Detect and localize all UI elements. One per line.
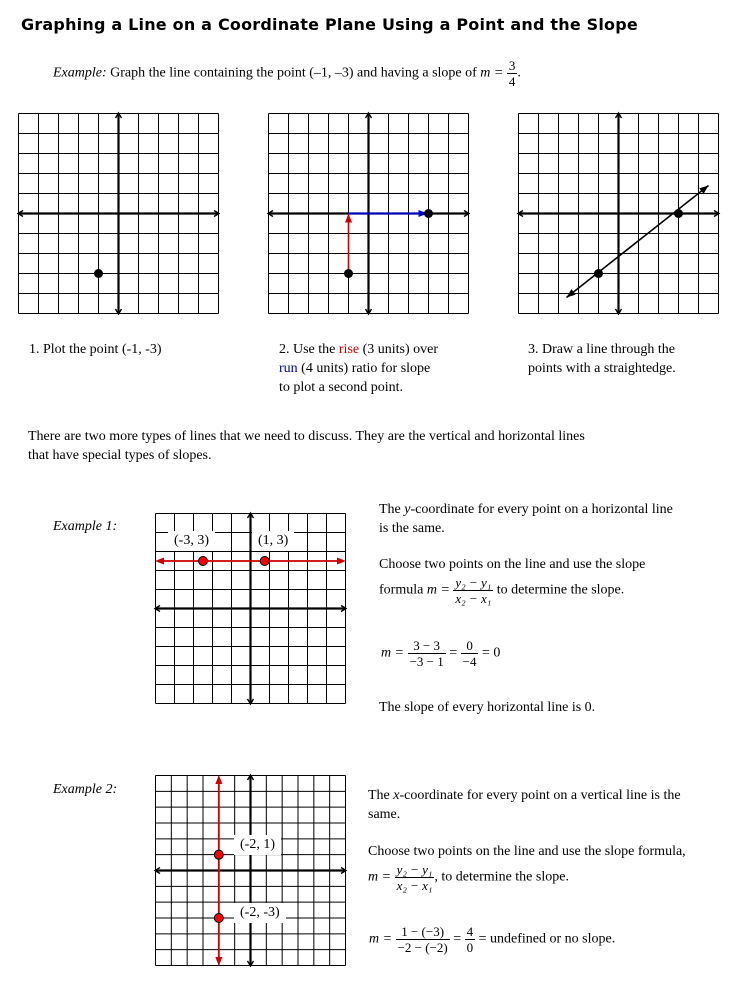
example-label: Example:: [53, 65, 107, 81]
slope-formula-fraction: [453, 575, 493, 606]
step-2-part: (4 units) ratio for slope: [297, 361, 431, 376]
page-title: Graphing a Line on a Coordinate Plane Using a Point and the Slope: [21, 15, 638, 34]
slope-denominator: 4: [508, 74, 516, 89]
slope-formula-fraction: [395, 862, 435, 893]
calc-fraction-1: [408, 638, 446, 669]
variable-x: x: [393, 788, 400, 803]
calc-result: = 0: [481, 645, 501, 661]
text-part: The: [379, 502, 405, 517]
step-2-part: to plot a second point.: [279, 380, 404, 395]
equals-sign: =: [449, 645, 458, 661]
calc-denominator: 0: [466, 940, 474, 955]
calc-denominator: −2 − (−2): [397, 940, 448, 955]
grid-example-2: [155, 775, 346, 966]
graphed-line: [567, 186, 709, 298]
grid-step-2: [268, 113, 470, 315]
line-arrowhead-icon: [155, 558, 164, 565]
text-part: -coordinate for every point on a vertical line is the: [399, 788, 681, 803]
step-3-text: [528, 340, 676, 378]
text-part: is the same.: [379, 521, 445, 536]
step-1-text: 1. Plot the point (-1, -3): [29, 342, 162, 357]
slope-variable: m =: [381, 645, 405, 661]
step-2-part: 2. Use the: [279, 342, 339, 357]
text-part: formula: [379, 582, 424, 598]
text-part: to determine the slope.: [496, 582, 625, 598]
example-1-calculation: [381, 638, 500, 669]
intro-line: There are two more types of lines that we need to discuss. They are the vertical and horizontal lines: [28, 429, 585, 444]
line-arrowhead-icon: [215, 775, 222, 784]
point-neg1-neg3: [94, 269, 103, 278]
point-neg1-neg3: [594, 269, 603, 278]
grid-step-3: [518, 113, 720, 315]
calc-numerator: 1 − (−3): [396, 924, 450, 940]
run-word: run: [279, 361, 298, 376]
step-2-part: (3 units) over: [359, 342, 439, 357]
example-1-instruction: Choose two points on the line and use the slope: [379, 557, 646, 572]
example-2-instruction: Choose two points on the line and use the slope formula,: [368, 844, 686, 859]
point-1-3: [260, 557, 269, 566]
variable-y: y: [404, 502, 411, 517]
equals-sign: =: [453, 931, 462, 947]
slope-fraction: [507, 58, 518, 89]
slope-numerator: 3: [508, 58, 516, 73]
point-label-neg3-3: (-3, 3): [168, 531, 215, 551]
text-part: -coordinate for every point on a horizontal line: [410, 502, 673, 517]
rise-arrowhead-icon: [345, 214, 352, 223]
example-1-explanation: [379, 500, 673, 538]
line-arrowhead-icon: [215, 957, 222, 966]
example-2-label: Example 2:: [53, 782, 118, 797]
formula-denominator: x₂ − x₁: [396, 878, 433, 893]
slope-variable: m =: [368, 869, 392, 885]
step-2-text: [279, 340, 438, 397]
point-neg2-neg3: [214, 914, 223, 923]
point-label-neg2-neg3: (-2, -3): [234, 903, 286, 923]
calc-denominator: −4: [462, 654, 477, 669]
step-3-line: 3. Draw a line through the: [528, 342, 675, 357]
example-text: Graph the line containing the point (–1, –3) and having a slope of: [110, 65, 477, 81]
calc-result: = undefined or no slope.: [478, 931, 616, 947]
line-arrowhead-icon: [337, 558, 346, 565]
slope-variable: m =: [480, 65, 504, 81]
example-1-label: Example 1:: [53, 519, 118, 534]
text-part: , to determine the slope.: [434, 869, 569, 885]
example-1-formula: [379, 575, 624, 606]
calc-fraction-2: [461, 638, 479, 669]
calc-numerator: 0: [461, 638, 479, 654]
calc-fraction-2: [465, 924, 476, 955]
example-1-conclusion: The slope of every horizontal line is 0.: [379, 700, 596, 715]
slope-variable: m =: [426, 582, 450, 598]
point-3-0: [424, 209, 433, 218]
grid-step-1: [18, 113, 220, 315]
text-part: The: [368, 788, 394, 803]
example-period: .: [517, 65, 521, 81]
example-2-formula: [368, 862, 569, 893]
calc-numerator: 4: [466, 924, 474, 939]
calc-fraction-1: [396, 924, 450, 955]
step-3-line: points with a straightedge.: [528, 361, 676, 376]
calc-denominator: −3 − 1: [409, 654, 444, 669]
point-label-1-3: (1, 3): [252, 531, 294, 551]
formula-numerator: y₂ − y₁: [396, 862, 433, 877]
example-statement: [53, 58, 521, 89]
rise-word: rise: [338, 342, 360, 357]
slope-variable: m =: [369, 931, 393, 947]
example-2-calculation: [369, 924, 615, 955]
point-3-0: [674, 209, 683, 218]
point-neg1-neg3: [344, 269, 353, 278]
intro-paragraph: [28, 427, 585, 465]
point-label-neg2-1: (-2, 1): [234, 835, 281, 855]
point-neg3-3: [199, 557, 208, 566]
calc-numerator: 3 − 3: [408, 638, 446, 654]
text-part: same.: [368, 807, 401, 822]
point-neg2-1: [214, 850, 223, 859]
formula-denominator: x₂ − x₁: [455, 591, 492, 606]
example-2-explanation: [368, 786, 681, 824]
formula-numerator: y₂ − y₁: [455, 575, 492, 590]
intro-line: that have special types of slopes.: [28, 448, 212, 463]
